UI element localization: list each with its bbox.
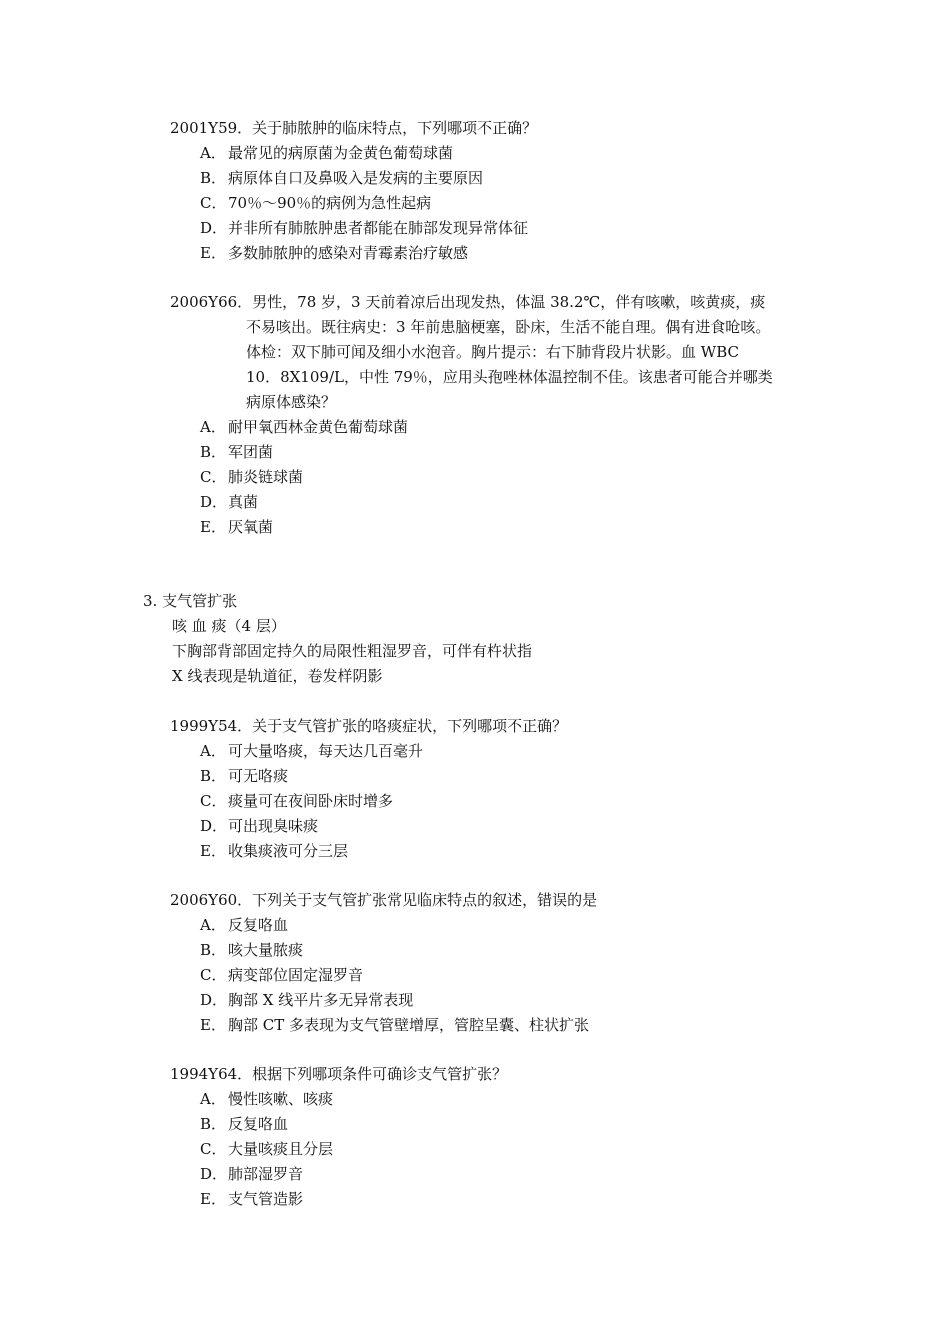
question-stem: 2001Y59．关于肺脓肿的临床特点，下列哪项不正确？ [170, 119, 538, 137]
question-stem-continuation: 病原体感染？ [246, 393, 337, 411]
section-note: 咳 血 痰（4 层） [172, 617, 286, 635]
option-a [200, 913, 288, 938]
option-text: 大量咳痰且分层 [228, 1140, 334, 1158]
option-letter: A． [200, 1090, 226, 1108]
section-title: 3. 支气管扩张 [143, 592, 238, 610]
option-letter: B． [200, 1115, 227, 1133]
option-d [200, 814, 318, 839]
option-letter: A． [200, 916, 226, 934]
option-text: 收集痰液可分三层 [228, 842, 349, 860]
option-text: 军团菌 [228, 443, 274, 461]
option-e [200, 241, 468, 266]
option-c [200, 191, 431, 216]
question-stem: 1999Y54．关于支气管扩张的咯痰症状，下列哪项不正确？ [170, 717, 568, 735]
option-letter: C． [200, 792, 227, 810]
option-e [200, 1187, 303, 1212]
option-a [200, 739, 423, 764]
option-text: 痰量可在夜间卧床时增多 [228, 792, 394, 810]
question-stem-continuation: 不易咳出。既往病史：3 年前患脑梗塞，卧床，生活不能自理。偶有进食呛咳。 [246, 318, 771, 336]
option-letter: D． [200, 991, 228, 1009]
option-e [200, 839, 348, 864]
section-note: X 线表现是轨道征，卷发样阴影 [172, 667, 383, 685]
option-text: 反复咯血 [228, 1115, 289, 1133]
option-text: 可出现臭味痰 [228, 817, 319, 835]
option-text: 胸部 X 线平片多无异常表现 [228, 991, 414, 1009]
question-stem-continuation: 10．8X109/L，中性 79％，应用头孢唑林体温控制不佳。该患者可能合并哪类 [246, 368, 773, 386]
option-d [200, 490, 258, 515]
option-b [200, 166, 483, 191]
option-letter: C． [200, 194, 227, 212]
option-letter: A． [200, 742, 226, 760]
option-text: 多数肺脓肿的感染对青霉素治疗敏感 [228, 244, 469, 262]
option-letter: B． [200, 169, 227, 187]
option-b [200, 1112, 288, 1137]
option-text: 最常见的病原菌为金黄色葡萄球菌 [228, 144, 454, 162]
option-text: 并非所有肺脓肿患者都能在肺部发现异常体征 [228, 219, 529, 237]
option-text: 反复咯血 [228, 916, 289, 934]
option-c [200, 465, 303, 490]
option-e [200, 515, 273, 540]
option-text: 厌氧菌 [228, 518, 274, 536]
option-d [200, 988, 413, 1013]
option-letter: E． [200, 1016, 226, 1034]
option-text: 真菌 [228, 493, 259, 511]
option-letter: B． [200, 767, 227, 785]
option-a [200, 141, 453, 166]
option-letter: E． [200, 842, 226, 860]
option-text: 慢性咳嗽、咳痰 [228, 1090, 334, 1108]
option-letter: E． [200, 518, 226, 536]
option-letter: C． [200, 966, 227, 984]
option-letter: D． [200, 493, 228, 511]
option-e [200, 1013, 589, 1038]
option-text: 肺部湿罗音 [228, 1165, 304, 1183]
option-text: 病变部位固定湿罗音 [228, 966, 364, 984]
option-text: 可无咯痰 [228, 767, 289, 785]
option-letter: B． [200, 941, 227, 959]
option-letter: B． [200, 443, 227, 461]
option-letter: A． [200, 418, 226, 436]
option-c [200, 1137, 333, 1162]
option-b [200, 764, 288, 789]
option-a [200, 415, 408, 440]
option-c [200, 963, 363, 988]
section-note: 下胸部背部固定持久的局限性粗湿罗音，可伴有杵状指 [172, 642, 533, 660]
option-a [200, 1087, 333, 1112]
option-letter: D． [200, 1165, 228, 1183]
option-c [200, 789, 393, 814]
option-text: 胸部 CT 多表现为支气管壁增厚，管腔呈囊、柱状扩张 [228, 1016, 590, 1034]
option-b [200, 440, 273, 465]
question-stem: 1994Y64．根据下列哪项条件可确诊支气管扩张？ [170, 1065, 508, 1083]
option-d [200, 1162, 303, 1187]
option-text: 可大量咯痰，每天达几百毫升 [228, 742, 424, 760]
option-letter: D． [200, 817, 228, 835]
option-text: 耐甲氧西林金黄色葡萄球菌 [228, 418, 409, 436]
option-letter: A． [200, 144, 226, 162]
option-d [200, 216, 528, 241]
question-stem-continuation: 体检：双下肺可闻及细小水泡音。胸片提示：右下肺背段片状影。血 WBC [246, 343, 739, 361]
option-letter: D． [200, 219, 228, 237]
option-text: 肺炎链球菌 [228, 468, 304, 486]
option-text: 病原体自口及鼻吸入是发病的主要原因 [228, 169, 484, 187]
option-letter: C． [200, 468, 227, 486]
option-letter: C． [200, 1140, 227, 1158]
question-stem: 2006Y60．下列关于支气管扩张常见临床特点的叙述，错误的是 [170, 891, 598, 909]
option-letter: E． [200, 1190, 226, 1208]
option-text: 支气管造影 [228, 1190, 304, 1208]
option-b [200, 938, 303, 963]
option-letter: E． [200, 244, 226, 262]
option-text: 咳大量脓痰 [228, 941, 304, 959]
question-stem: 2006Y66．男性，78 岁，3 天前着凉后出现发热，体温 38.2℃，伴有咳嗽，咳黄痰，痰 [170, 293, 766, 311]
option-text: 70％～90％的病例为急性起病 [228, 194, 432, 212]
